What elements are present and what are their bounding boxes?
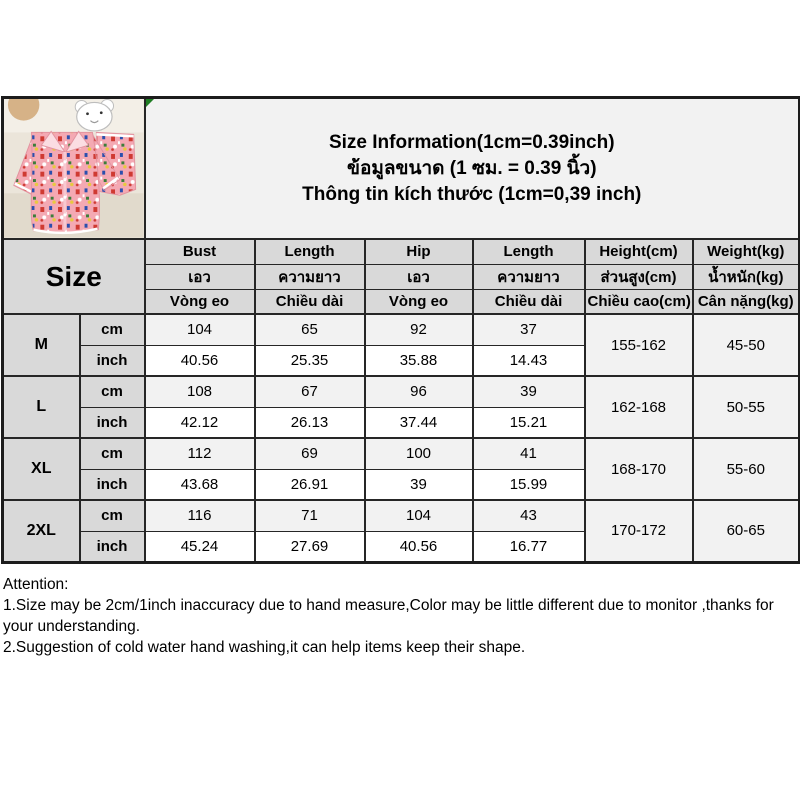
unit-label-cm: cm [80, 376, 145, 407]
header-weight-en: Weight(kg) [693, 239, 800, 264]
size-header: Size [3, 239, 145, 314]
header-hip-th: เอว [365, 264, 473, 289]
header-height-en: Height(cm) [585, 239, 693, 264]
table-row-m-cm [3, 314, 800, 345]
measurement-value: 26.13 [255, 407, 365, 438]
title-en: Size Information(1cm=0.39inch) [328, 131, 615, 153]
header-bust-vi: Vòng eo [145, 289, 255, 314]
attention-heading: Attention: [3, 576, 69, 593]
excel-error-triangle-icon [146, 99, 154, 107]
measurement-value: 39 [365, 469, 473, 500]
size-label: XL [3, 438, 80, 500]
header-top-length-en: Length [255, 239, 365, 264]
measurement-value: 108 [145, 376, 255, 407]
measurement-value: 14.43 [473, 345, 585, 376]
title-cell [145, 98, 800, 240]
measurement-value: 27.69 [255, 531, 365, 562]
table-row-xl-cm [3, 438, 800, 469]
measurement-value: 16.77 [473, 531, 585, 562]
header-height-vi: Chiều cao(cm) [585, 289, 693, 314]
header-hip-vi: Vòng eo [365, 289, 473, 314]
size-label: M [3, 314, 80, 376]
measurement-value: 65 [255, 314, 365, 345]
title-vi: Thông tin kích thước (1cm=0,39 inch) [302, 183, 642, 205]
title-th: ข้อมูลขนาด (1 ซม. = 0.39 นิ้ว) [346, 157, 597, 179]
unit-label-inch: inch [80, 345, 145, 376]
measurement-value: 40.56 [145, 345, 255, 376]
attention-note-2: 2.Suggestion of cold water hand washing,it can help items keep their shape. [3, 639, 526, 656]
header-bottom-length-en: Length [473, 239, 585, 264]
measurement-value: 96 [365, 376, 473, 407]
header-top-length-vi: Chiều dài [255, 289, 365, 314]
measurement-value: 39 [473, 376, 585, 407]
size-label: 2XL [3, 500, 80, 562]
weight-range: 60-65 [693, 500, 800, 562]
unit-label-cm: cm [80, 314, 145, 345]
measurement-value: 35.88 [365, 345, 473, 376]
size-table [1, 96, 800, 564]
measurement-value: 40.56 [365, 531, 473, 562]
measurement-value: 69 [255, 438, 365, 469]
height-range: 155-162 [585, 314, 693, 376]
header-bottom-length-vi: Chiều dài [473, 289, 585, 314]
media-row [3, 98, 800, 240]
measurement-value: 112 [145, 438, 255, 469]
title-block [146, 99, 799, 238]
unit-label-cm: cm [80, 500, 145, 531]
measurement-value: 104 [365, 500, 473, 531]
measurement-value: 71 [255, 500, 365, 531]
measurement-value: 41 [473, 438, 585, 469]
header-weight-th: น้ำหนัก(kg) [693, 264, 800, 289]
weight-range: 55-60 [693, 438, 800, 500]
unit-label-inch: inch [80, 531, 145, 562]
product-photo-cell [3, 98, 145, 240]
attention-block [3, 574, 797, 658]
header-row-en [3, 239, 800, 264]
table-row-2xl-cm [3, 500, 800, 531]
measurement-value: 100 [365, 438, 473, 469]
unit-label-cm: cm [80, 438, 145, 469]
measurement-value: 116 [145, 500, 255, 531]
attention-note-1: 1.Size may be 2cm/1inch inaccuracy due to hand measure,Color may be little different due to monitor ,thanks for your understanding. [3, 597, 774, 635]
measurement-value: 104 [145, 314, 255, 345]
measurement-value: 42.12 [145, 407, 255, 438]
unit-label-inch: inch [80, 469, 145, 500]
header-top-length-th: ความยาว [255, 264, 365, 289]
header-bust-en: Bust [145, 239, 255, 264]
measurement-value: 43.68 [145, 469, 255, 500]
unit-label-inch: inch [80, 407, 145, 438]
header-bottom-length-th: ความยาว [473, 264, 585, 289]
header-hip-en: Hip [365, 239, 473, 264]
height-range: 162-168 [585, 376, 693, 438]
header-height-th: ส่วนสูง(cm) [585, 264, 693, 289]
height-range: 168-170 [585, 438, 693, 500]
table-row-l-cm [3, 376, 800, 407]
height-range: 170-172 [585, 500, 693, 562]
measurement-value: 37.44 [365, 407, 473, 438]
measurement-value: 37 [473, 314, 585, 345]
measurement-value: 25.35 [255, 345, 365, 376]
size-label: L [3, 376, 80, 438]
measurement-value: 92 [365, 314, 473, 345]
measurement-value: 45.24 [145, 531, 255, 562]
header-bust-th: เอว [145, 264, 255, 289]
measurement-value: 67 [255, 376, 365, 407]
header-weight-vi: Cân nặng(kg) [693, 289, 800, 314]
measurement-value: 15.21 [473, 407, 585, 438]
weight-range: 45-50 [693, 314, 800, 376]
measurement-value: 43 [473, 500, 585, 531]
measurement-value: 26.91 [255, 469, 365, 500]
weight-range: 50-55 [693, 376, 800, 438]
measurement-value: 15.99 [473, 469, 585, 500]
product-photo [4, 99, 144, 238]
